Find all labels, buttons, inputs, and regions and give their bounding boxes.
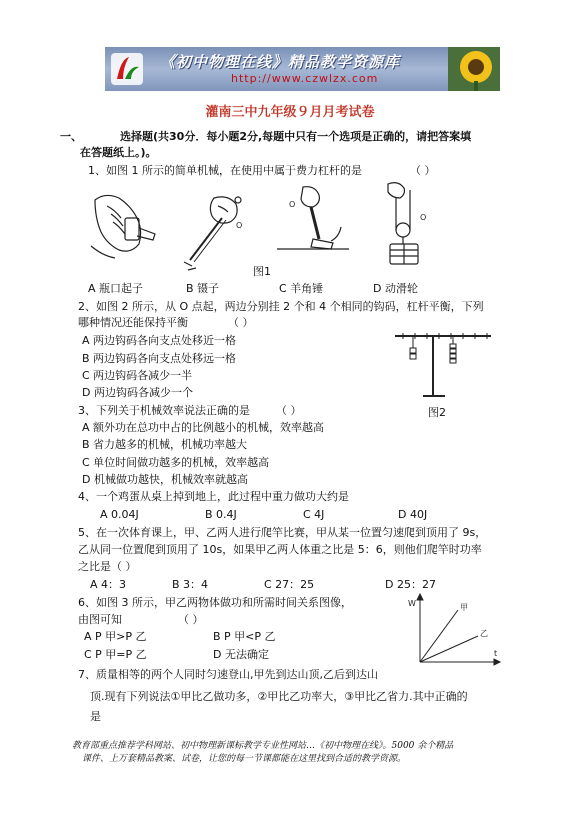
q1-option-c: C 羊角锤 — [279, 282, 324, 295]
site-logo-icon — [109, 51, 145, 87]
svg-text:O: O — [289, 200, 296, 209]
q2-option-b: B 两边钩码各向支点处移远一格 — [82, 352, 237, 365]
banner-url[interactable]: http://www.czwlzx.com — [231, 72, 379, 85]
q3-option-d: D 机械做功越快，机械效率就越高 — [82, 473, 248, 486]
figure-1-label: 图1 — [253, 265, 271, 278]
page-title: 灌南三中九年级９月月考试卷 — [205, 105, 375, 120]
footer-line1: 教育部重点推荐学科网站、初中物理新课标教学专业性网站…《初中物理在线》。5000 余个精品 — [72, 741, 454, 751]
q5-option-c: C 27：25 — [264, 578, 315, 591]
q2-option-c: C 两边钩码各减少一半 — [82, 369, 193, 382]
q5-stem-line1: 5、在一次体育课上，甲、乙两人进行爬竿比赛，甲从某一位置匀速爬到顶用了 9s， — [78, 526, 487, 539]
q7-stem-line1: 7、质量相等的两个人同时匀速登山,甲先到达山顶,乙后到达山 — [78, 668, 378, 681]
q5-option-b: B 3：4 — [172, 578, 209, 591]
graph-x-axis-label: t — [494, 649, 498, 658]
q4-stem: 4、一个鸡蛋从桌上掉到地上，此过程中重力做功大约是 — [78, 490, 349, 503]
q1-option-d: D 动滑轮 — [373, 282, 418, 295]
graph-line-jia-label: 甲 — [460, 603, 468, 612]
work-time-graph — [406, 592, 502, 666]
lever-balance-figure — [393, 330, 493, 402]
q3-option-b: B 省力越多的机械，机械功率越大 — [82, 438, 248, 451]
footer-line2: 课件、上万套精品教案、试卷，让您的每一节课都能在这里找到合适的教学资源。 — [82, 754, 407, 764]
q3-blank: （ ） — [276, 404, 302, 417]
q7-stem-line2: 顶.现有下列说法①甲比乙做功多，②甲比乙功率大，③甲比乙省力.其中正确的 — [90, 690, 468, 703]
q2-option-d: D 两边钩码各减少一个 — [82, 386, 193, 399]
q4-option-a: A 0.04J — [100, 508, 139, 521]
q7-stem-line3: 是 — [90, 710, 101, 723]
q5-option-d: D 25：27 — [385, 578, 436, 591]
q1-option-b: B 镊子 — [186, 282, 220, 295]
q2-stem-line1: 2、如图 2 所示，从 O 点起，两边分别挂 2 个和 4 个相同的钩码，杠杆平衡，下列 — [78, 300, 484, 313]
q6-option-d: D 无法确定 — [213, 648, 269, 661]
section-heading-line2: 在答题纸上。)。 — [80, 146, 157, 159]
svg-text:O: O — [420, 213, 427, 222]
q2-stem-line2: 哪种情况还能保持平衡 — [78, 316, 188, 329]
q4-option-b: B 0.4J — [205, 508, 237, 521]
q6-stem-line2: 由图可知 — [78, 613, 122, 626]
q4-option-c: C 4J — [303, 508, 325, 521]
q3-option-a: A 额外功在总功中占的比例越小的机械，效率越高 — [82, 421, 325, 434]
q3-stem: 3、下列关于机械效率说法正确的是 — [78, 404, 250, 417]
svg-text:O: O — [236, 221, 243, 230]
claw-hammer-figure — [275, 183, 355, 258]
q6-option-a: A P 甲>P 乙 — [84, 630, 147, 643]
movable-pulley-figure — [378, 180, 438, 268]
q6-option-b: B P 甲<P 乙 — [213, 630, 276, 643]
q1-stem: 1、如图 1 所示的简单机械，在使用中属于费力杠杆的是 — [88, 164, 362, 177]
tweezers-figure — [178, 188, 258, 273]
q5-stem-line3: 之比是（ ） — [78, 560, 137, 573]
q1-option-a: A 瓶口起子 — [88, 282, 144, 295]
figure-2-label: 图2 — [428, 406, 446, 419]
header-banner — [105, 47, 500, 91]
q6-option-c: C P 甲=P 乙 — [84, 648, 147, 661]
graph-y-axis-label: W — [408, 599, 416, 608]
q2-blank: （ ） — [228, 316, 254, 329]
q6-blank: （ ） — [178, 613, 204, 626]
q1-blank: （ ） — [410, 164, 436, 177]
section-heading-line1: 选择题(共30分．每小题2分,每题中只有一个选项是正确的，请把答案填 — [120, 130, 472, 143]
banner-title: 《初中物理在线》精品教学资源库 — [160, 53, 401, 71]
graph-line-yi-label: 乙 — [480, 629, 488, 638]
q2-option-a: A 两边钩码各向支点处移近一格 — [82, 334, 237, 347]
bottle-opener-figure — [85, 188, 165, 260]
q6-stem-line1: 6、如图 3 所示，甲乙两物体做功和所需时间关系图像， — [78, 596, 352, 609]
q3-option-c: C 单位时间做功越多的机械，效率越高 — [82, 456, 270, 469]
q4-option-d: D 40J — [398, 508, 428, 521]
q5-option-a: A 4：3 — [90, 578, 127, 591]
section-number: 一、 — [60, 130, 82, 143]
sunflower-icon — [448, 47, 500, 91]
q5-stem-line2: 乙从同一位置爬到顶用了 10s，如果甲乙两人体重之比是 5：6，则他们爬竿时功率 — [78, 543, 482, 556]
